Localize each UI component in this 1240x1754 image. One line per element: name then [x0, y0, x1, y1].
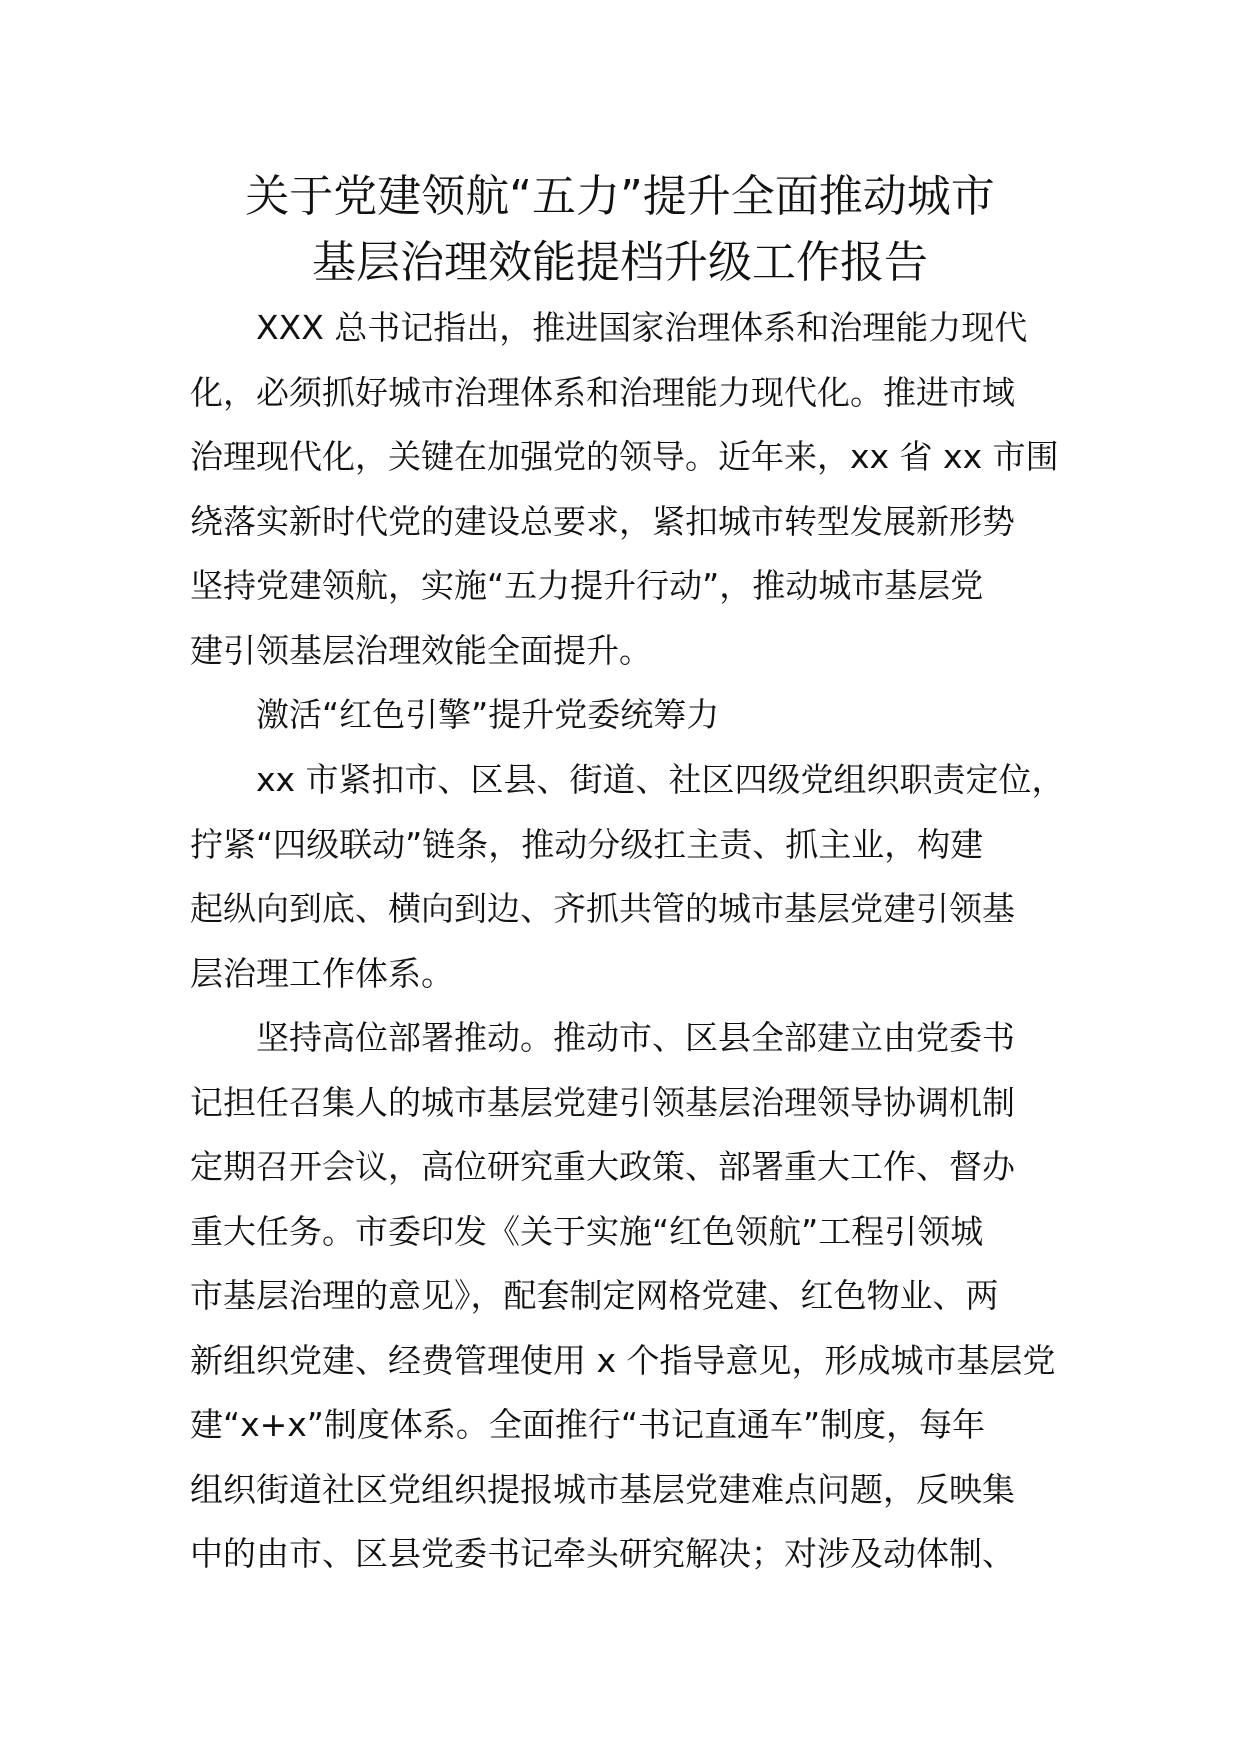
paragraph-line: 治理现代化，关键在加强党的领导。近年来，xx 省 xx 市围 — [190, 437, 1059, 476]
paragraph-line: 层治理工作体系。 — [190, 953, 454, 993]
paragraph-line: 起纵向到底、横向到边、齐抓共管的城市基层党建引领基 — [190, 889, 1015, 928]
paragraph-line: 绕落实新时代党的建设总要求，紧扣城市转型发展新形势 — [190, 501, 1015, 541]
paragraph-line: 记担任召集人的城市基层党建引领基层治理领导协调机制 — [190, 1082, 1015, 1122]
paragraph-line: 建“x+x”制度体系。全面推行“书记直通车”制度，每年 — [190, 1405, 986, 1444]
paragraph-line: 新组织党建、经费管理使用 x 个指导意见，形成城市基层党 — [190, 1340, 1056, 1380]
paragraph-line: 化，必须抓好城市治理体系和治理能力现代化。推进市域 — [190, 372, 1015, 412]
paragraph-line: 市基层治理的意见》，配套制定网格党建、红色物业、两 — [190, 1276, 999, 1315]
paragraph-line: 坚持高位部署推动。推动市、区县全部建立由党委书 — [256, 1018, 1015, 1057]
paragraph-intro — [190, 296, 1090, 683]
paragraph-line: 重大任务。市委印发《关于实施“红色领航”工程引领城 — [190, 1211, 984, 1251]
section-heading-text: 激活“红色引擎”提升党委统筹力 — [256, 695, 720, 734]
paragraph-line: 拧紧“四级联动”链条，推动分级扛主责、抓主业，构建 — [190, 824, 984, 864]
paragraph-line: 建引领基层治理效能全面提升。 — [190, 630, 652, 670]
paragraph-line: XXX 总书记指出，推进国家治理体系和治理能力现代 — [256, 308, 1028, 347]
paragraph-line: 中的由市、区县党委书记牵头研究解决；对涉及动体制、 — [190, 1534, 1015, 1573]
document-title-line-1: 关于党建领航“五力”提升全面推动城市 — [245, 171, 995, 222]
paragraph-line: xx 市紧扣市、区县、街道、社区四级党组织职责定位， — [256, 760, 1065, 799]
paragraph-line: 定期召开会议，高位研究重大政策、部署重大工作、督办 — [190, 1147, 1015, 1186]
paragraph-high-level-deployment — [190, 1006, 1090, 1587]
paragraph-four-level — [190, 748, 1090, 1006]
paragraph-line: 坚持党建领航，实施“五力提升行动”，推动城市基层党 — [190, 566, 984, 605]
document-title-line-2: 基层治理效能提档升级工作报告 — [312, 237, 928, 288]
paragraph-line: 组织街道社区党组织提报城市基层党建难点问题，反映集 — [190, 1469, 1015, 1509]
section-heading — [190, 683, 1090, 748]
